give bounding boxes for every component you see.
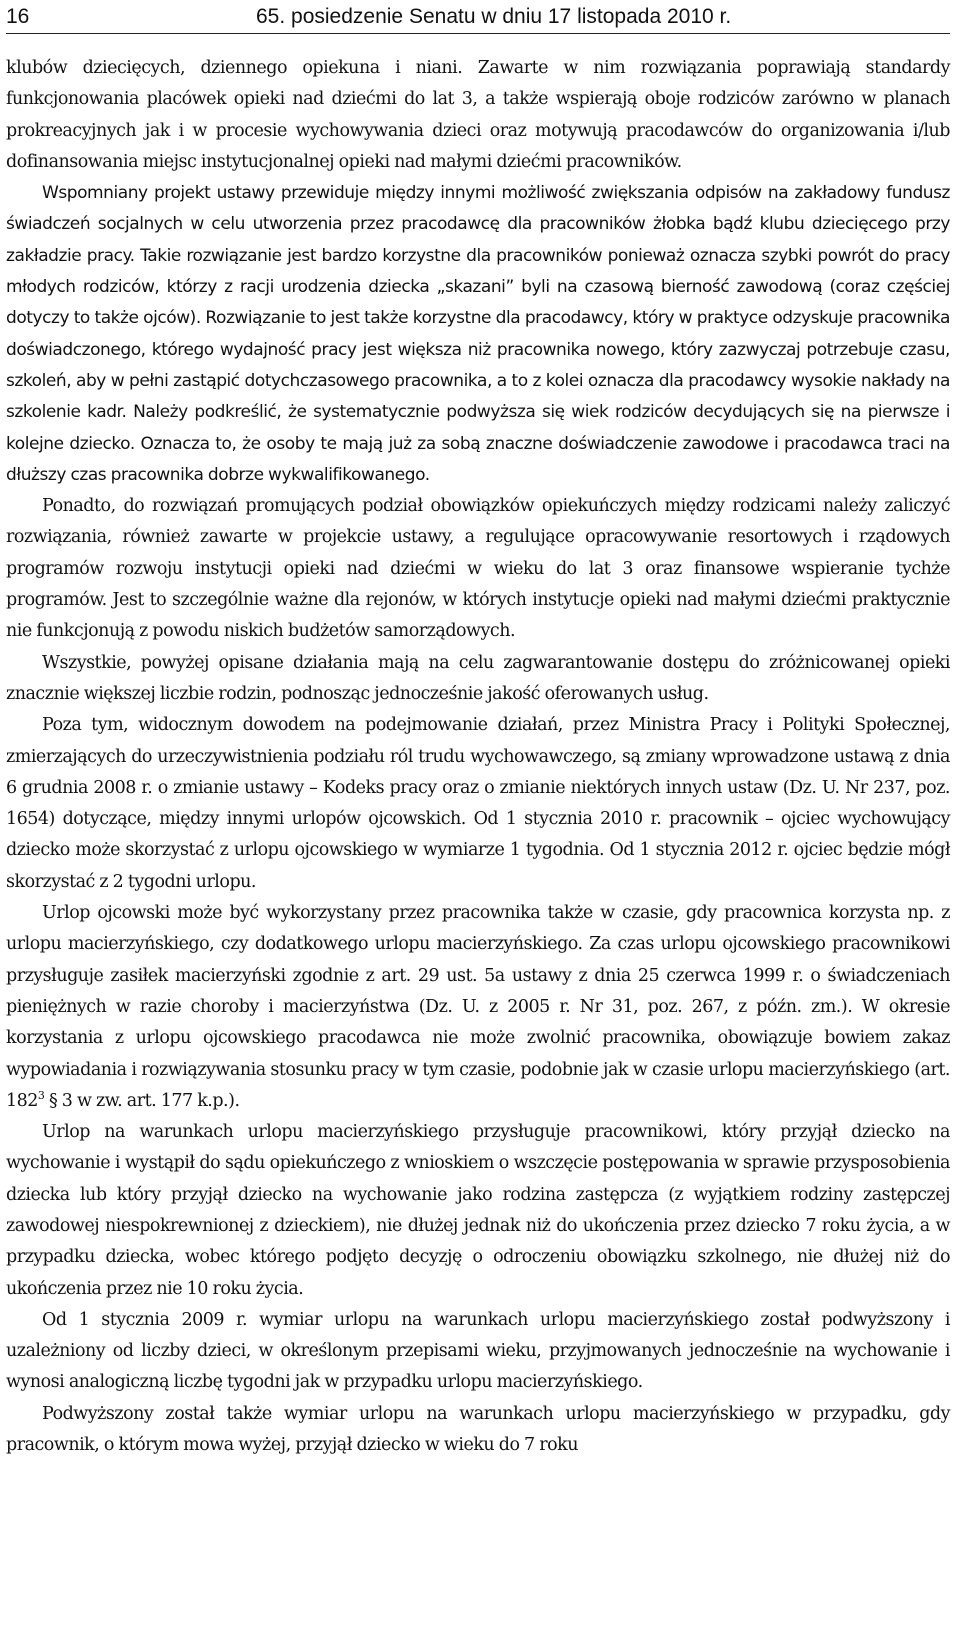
- running-title: 65. posiedzenie Senatu w dniu 17 listopada 2010 r.: [256, 5, 732, 28]
- paragraph-6: [6, 898, 950, 1117]
- paragraph-6-tail: § 3 w zw. art. 177 k.p.).: [44, 1090, 240, 1111]
- paragraph-2: Wspomniany projekt ustawy przewiduje między innymi możliwość zwiększania odpisów na zakładowy fundusz świadczeń socjalnych w celu utworzenia przez pracodawcę dla pracowników żłobka bądź klubu dziecięcego przy zakładzie pracy. Takie rozwiązanie jest bardzo korzystne dla pracowników ponieważ oznacza szybki powrót do pracy młodych rodziców, którzy z racji urodzenia dziecka „skazani” byli na czasową bierność zawodową (coraz częściej dotyczy to także ojców). Rozwiązanie to jest także korzystne dla pracodawcy, który w praktyce odzyskuje pracownika doświadczonego, którego wydajność pracy jest większa niż pracownika nowego, który zazwyczaj potrzebuje czasu, szkoleń, aby w pełni zastąpić dotychczasowego pracownika, a to z kolei oznacza dla pracodawcy wysokie nakłady na szkolenie kadr. Należy podkreślić, że systematycznie podwyższa się wiek rodziców decydujących się na pierwsze i kolejne dziecko. Oznacza to, że osoby te mają już za sobą znaczne doświadczenie zawodowe i pracodawca traci na dłuższy czas pracownika dobrze wykwalifikowanego.: [6, 183, 950, 485]
- body-text: [6, 53, 950, 1461]
- paragraph-4: Wszystkie, powyżej opisane działania mają na celu zagwarantowanie dostępu do zróżnicowanej opieki znacznie większej liczbie rodzin, podnosząc jednocześnie jakość oferowanych usług.: [6, 652, 950, 704]
- paragraph-6-text: Urlop ojcowski może być wykorzystany przez pracownika także w czasie, gdy pracownica korzysta np. z urlopu macierzyńskiego, czy dodatkowego urlopu macierzyńskiego. Za czas urlopu ojcowskiego pracownikowi przysługuje zasiłek macierzyński zgodnie z art. 29 ust. 5a ustawy z dnia 25 czerwca 1999 r. o świadczeniach pieniężnych w razie choroby i macierzyństwa (Dz. U. z 2005 r. Nr 31, poz. 267, z późn. zm.). W okresie korzystania z urlopu ojcowskiego pracodawca nie może zwolnić pracownika, obowiązuje bowiem zakaz wypowiadania i rozwiązywania stosunku pracy w tym czasie, podobnie jak w czasie urlopu macierzyńskiego (art. 182: [6, 903, 950, 1111]
- article-superscript: 3: [37, 1088, 45, 1102]
- page-number: 16: [6, 5, 30, 28]
- paragraph-3: Ponadto, do rozwiązań promujących podział obowiązków opiekuńczych między rodzicami należy zaliczyć rozwiązania, również zawarte w projekcie ustawy, a regulujące opracowywanie resortowych i rządowych programów rozwoju instytucji opieki nad dziećmi w wieku do lat 3 oraz finansowe wspieranie tychże programów. Jest to szczególnie ważne dla rejonów, w których instytucje opieki nad małymi dziećmi praktycznie nie funkcjonują z powodu niskich budżetów samorządowych.: [6, 496, 950, 642]
- paragraph-1: klubów dziecięcych, dziennego opiekuna i niani. Zawarte w nim rozwiązania poprawiają standardy funkcjonowania placówek opieki nad dziećmi do lat 3, a także wspierają oboje rodziców zarówno w planach prokreacyjnych jak i w procesie wychowywania dzieci oraz motywują pracodawców do organizowania i/lub dofinansowania miejsc instytucjonalnej opieki nad małymi dziećmi pracowników.: [6, 58, 950, 172]
- paragraph-8: Od 1 stycznia 2009 r. wymiar urlopu na warunkach urlopu macierzyńskiego został podwyższony i uzależniony od liczby dzieci, w określonym przepisami wieku, przyjmowanych jednocześnie na wychowanie i wynosi analogiczną liczbę tygodni jak w przypadku urlopu macierzyńskiego.: [6, 1309, 950, 1393]
- paragraph-9: Podwyższony został także wymiar urlopu na warunkach urlopu macierzyńskiego w przypadku, gdy pracownik, o którym mowa wyżej, przyjął dziecko w wieku do 7 roku: [6, 1403, 950, 1456]
- page-header: [6, 0, 950, 34]
- paragraph-7: Urlop na warunkach urlopu macierzyńskiego przysługuje pracownikowi, który przyjął dziecko na wychowanie i wystąpił do sądu opiekuńczego z wnioskiem o wszczęcie postępowania w sprawie przysposobienia dziecka lub który przyjął dziecko na wychowanie jako rodzina zastępcza (z wyjątkiem rodziny zastępczej zawodowej niespokrewnionej z dzieckiem), nie dłużej jednak niż do ukończenia przez dziecko 7 roku życia, a w przypadku dziecka, wobec którego podjęto decyzję o odroczeniu obowiązku szkolnego, nie dłużej niż do ukończenia przez nie 10 roku życia.: [6, 1122, 950, 1299]
- paragraph-5: Poza tym, widocznym dowodem na podejmowanie działań, przez Ministra Pracy i Polityki Społecznej, zmierzających do urzeczywistnienia podziału ról trudu wychowawczego, są zmiany wprowadzone ustawą z dnia 6 grudnia 2008 r. o zmianie ustawy – Kodeks pracy oraz o zmianie niektórych innych ustaw (Dz. U. Nr 237, poz. 1654) dotyczące, między innymi urlopów ojcowskich. Od 1 stycznia 2010 r. pracownik – ojciec wychowujący dziecko może skorzystać z urlopu ojcowskiego w wymiarze 1 tygodnia. Od 1 stycznia 2012 r. ojciec będzie mógł skorzystać z 2 tygodni urlopu.: [6, 715, 950, 892]
